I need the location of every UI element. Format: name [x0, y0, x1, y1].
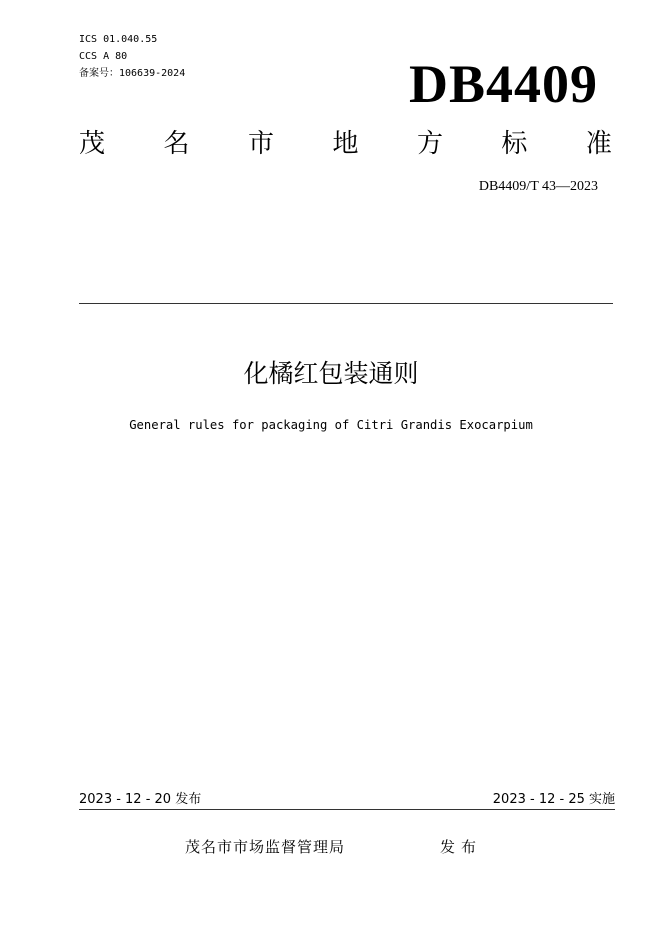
standard-type-char: 标 [501, 129, 528, 159]
footer-divider [79, 809, 615, 810]
standard-type-char: 地 [332, 129, 359, 159]
publisher-name: 茂名市市场监督管理局 [185, 838, 346, 856]
standard-type-char: 名 [163, 129, 190, 159]
ics-code: ICS 01.040.55 [79, 34, 158, 45]
standard-number: DB4409/T 43—2023 [478, 179, 598, 194]
standard-logo-code: DB4409 [408, 54, 598, 114]
standard-type-char: 方 [416, 129, 443, 159]
issue-date: 2023 - 12 - 20 发布 [79, 792, 202, 807]
standard-type-char: 茂 [79, 129, 106, 159]
document-title-en: General rules for packaging of Citri Grandis Exocarpium [129, 418, 533, 432]
standard-type-char: 市 [247, 129, 274, 159]
publish-label: 发布 [440, 838, 483, 856]
implementation-date: 2023 - 12 - 25 实施 [492, 792, 615, 807]
standard-type-title [79, 128, 612, 160]
ccs-code: CCS A 80 [79, 51, 128, 62]
standard-type-char: 准 [585, 129, 612, 159]
document-title-cn: 化橘红包装通则 [243, 359, 419, 388]
record-number: 备案号：106639-2024 [79, 68, 186, 79]
header-divider [79, 303, 613, 304]
